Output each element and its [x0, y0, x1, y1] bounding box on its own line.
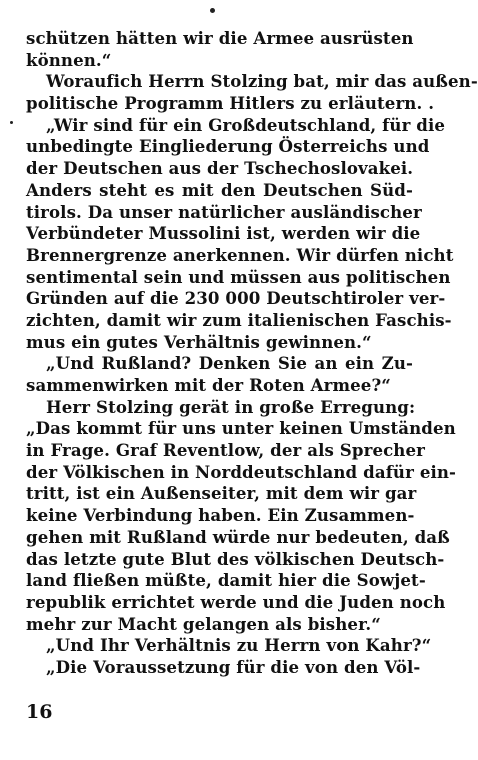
text-line: schützen hätten wir die Armee ausrüsten: [26, 28, 414, 48]
text-line: Brennergrenze anerkennen. Wir dürfen nicht: [26, 244, 454, 265]
text-line: Verbündeter Mussolini ist, werden wir die: [26, 223, 421, 244]
margin-ink-dot: [10, 121, 13, 124]
text-line: mus ein gutes Verhältnis gewinnen.“: [26, 331, 372, 352]
text-line: mehr zur Macht gelangen als bisher.“: [26, 613, 381, 634]
text-line: tirols. Da unser natürlicher ausländischer: [26, 201, 422, 222]
page-number: 16: [26, 701, 53, 723]
text-line: Herr Stolzing gerät in große Erregung:: [46, 396, 416, 417]
text-line: republik errichtet werde und die Juden noch: [26, 591, 446, 612]
text-line: „Und Rußland? Denken Sie an ein Zu-: [46, 353, 413, 374]
page-text-block: [26, 28, 478, 679]
text-line: das letzte gute Blut des völkischen Deutsch-: [26, 548, 445, 569]
text-line: tritt, ist ein Außenseiter, mit dem wir gar: [26, 483, 417, 504]
text-line: zichten, damit wir zum italienischen Faschis-: [26, 309, 452, 330]
text-line: „Das kommt für uns unter keinen Umständen: [26, 418, 456, 439]
text-line: gehen mit Rußland würde nur bedeuten, daß: [26, 526, 450, 547]
text-line: land fließen müßte, damit hier die Sowjet-: [26, 570, 426, 591]
text-line: „Die Voraussetzung für die von den Völ-: [46, 656, 421, 677]
text-line: in Frage. Graf Reventlow, der als Sprecher: [26, 440, 425, 461]
text-line: Gründen auf die 230 000 Deutschtiroler ver-: [26, 288, 446, 309]
text-line: keine Verbindung haben. Ein Zusammen-: [26, 505, 415, 526]
text-line: sentimental sein und müssen aus politischen: [26, 266, 451, 287]
text-line: Woraufich Herrn Stolzing bat, mir das außen-: [46, 71, 478, 92]
text-line: können.“: [26, 49, 112, 70]
top-ink-mark: [210, 8, 215, 13]
text-line: Anders steht es mit den Deutschen Süd-: [26, 179, 413, 200]
text-line: der Deutschen aus der Tschechoslovakei.: [26, 158, 414, 179]
text-line: der Völkischen in Norddeutschland dafür ein-: [26, 461, 457, 482]
text-line: „Und Ihr Verhältnis zu Herrn von Kahr?“: [46, 635, 432, 656]
text-line: unbedingte Eingliederung Österreichs und: [26, 136, 430, 157]
text-line: sammenwirken mit der Roten Armee?“: [26, 375, 391, 395]
text-line: „Wir sind für ein Großdeutschland, für die: [46, 114, 446, 135]
text-line: politische Programm Hitlers zu erläutern. .: [26, 93, 435, 114]
